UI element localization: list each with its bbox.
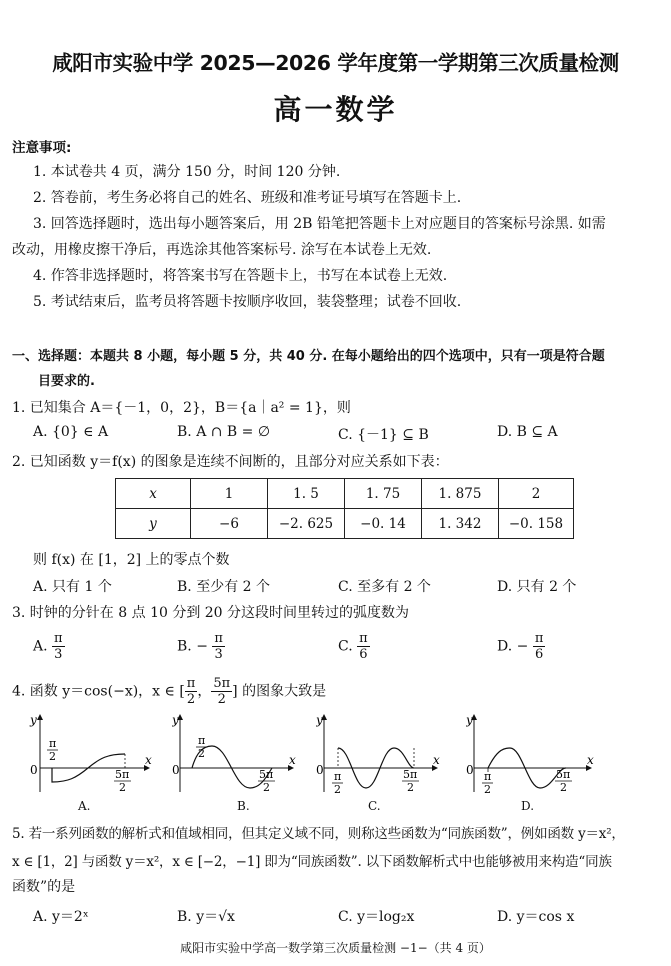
tick-den: 2 [407, 781, 414, 794]
q5-option-a: A. y＝2ˣ [33, 909, 89, 925]
q5-option-b: B. y＝√x [177, 909, 235, 925]
graph-c-label: C. [368, 799, 381, 813]
note-item: 3. 回答选择题时，选出每小题答案后，用 2B 铅笔把答题卡上对应题目的答案标号涂黑. 如需 [33, 216, 606, 232]
note-item: 4. 作答非选择题时，将答案书写在答题卡上，书写在本试卷上无效. [33, 268, 448, 284]
axis-x-label: x [289, 753, 296, 767]
origin-label: 0 [466, 763, 474, 777]
fraction [211, 677, 232, 706]
tick-num: π [484, 770, 492, 783]
question-4-stem [12, 677, 326, 706]
table-row [116, 479, 574, 509]
fraction [212, 632, 225, 661]
tick-num: π [198, 734, 206, 747]
value-table [115, 478, 574, 539]
question-5-stem-cont: 函数”的是 [12, 879, 76, 895]
fraction-denominator: 3 [54, 647, 63, 662]
fraction-numerator: π [359, 631, 368, 646]
graph-b-label: B. [237, 799, 250, 813]
origin-label: 0 [316, 763, 324, 777]
origin-label: 0 [172, 763, 180, 777]
table-cell: 1. 75 [345, 479, 422, 509]
q4-stem-sep: ， [197, 683, 212, 700]
note-item: 5. 考试结束后，监考员将答题卡按顺序收回，装袋整理；试卷不回收. [33, 294, 462, 310]
fraction-denominator: 2 [217, 692, 226, 707]
table-cell: 1. 342 [422, 509, 499, 539]
graph-a [18, 712, 153, 796]
q2-option-d: D. 只有 2 个 [497, 579, 577, 595]
notes-heading: 注意事项: [12, 140, 72, 156]
question-5-stem: 5. 若一系列函数的解析式和值域相同，但其定义域不同，则称这些函数为“同族函数”，例如函数 y＝x²， [12, 826, 625, 842]
page-footer: 咸阳市实验中学高一数学第三次质量检测 −1−（共 4 页） [180, 941, 491, 955]
fraction [52, 632, 65, 661]
fraction [533, 632, 546, 661]
q3-option-b [177, 632, 225, 661]
q5-option-d: D. y＝cos x [497, 909, 575, 925]
tick-num: 5π [556, 768, 571, 781]
fraction-numerator: π [534, 631, 544, 646]
option-label: B. [177, 638, 192, 655]
table-cell: 1 [191, 479, 268, 509]
question-2-stem: 2. 已知函数 y＝f(x) 的图象是连续不间断的，且部分对应关系如下表： [12, 454, 449, 470]
q4-stem-post: ] 的图象大致是 [232, 683, 327, 700]
q2-option-a: A. 只有 1 个 [33, 579, 112, 595]
exam-title: 咸阳市实验中学 2025—2026 学年度第一学期第三次质量检测 [52, 51, 619, 75]
tick-den: 2 [560, 781, 567, 794]
option-sign: − [516, 638, 529, 655]
q4-stem-pre: 4. 函数 y＝cos(−x)，x ∈ [ [12, 683, 185, 700]
fraction [357, 632, 370, 661]
axis-x-label: x [587, 753, 594, 767]
note-item: 1. 本试卷共 4 页，满分 150 分，时间 120 分钟. [33, 164, 341, 180]
graph-d [466, 712, 596, 796]
fraction-numerator: π [186, 676, 196, 691]
graph-c [316, 712, 441, 796]
q2-option-c: C. 至多有 2 个 [338, 579, 431, 595]
axis-x-label: x [145, 753, 152, 767]
axis-y-label: y [172, 713, 179, 727]
tick-den: 2 [484, 783, 491, 796]
graph-d-label: D. [521, 799, 535, 813]
fraction-numerator: 5π [213, 676, 231, 691]
tick-den: 2 [49, 750, 56, 763]
tick-den: 2 [334, 783, 341, 796]
tick-num: π [334, 770, 342, 783]
fraction-denominator: 6 [359, 647, 368, 662]
question-5-stem-cont: x ∈ [1，2] 与函数 y＝x²，x ∈ [−2，−1] 即为“同族函数”. 以下函数解析式中也能够被用来构造“同族 [12, 854, 612, 870]
q3-option-a [33, 632, 65, 661]
option-label: C. [338, 638, 353, 655]
tick-den: 2 [263, 781, 270, 794]
note-item: 改动，用橡皮擦干净后，再选涂其他答案标号. 涂写在本试卷上无效. [12, 242, 432, 258]
table-cell: −0. 158 [499, 509, 574, 539]
table-header-x: x [116, 479, 191, 509]
fraction-numerator: π [214, 631, 223, 646]
fraction [185, 677, 198, 706]
table-cell: −6 [191, 509, 268, 539]
option-label: A. [33, 638, 48, 655]
q1-option-b: B. A ∩ B = ∅ [177, 424, 271, 440]
tick-num: 5π [259, 768, 274, 781]
tick-den: 2 [198, 747, 205, 760]
table-row [116, 509, 574, 539]
question-1-stem: 1. 已知集合 A＝{－1，0，2}，B＝{a｜a² = 1}，则 [12, 400, 351, 416]
q1-option-a: A. {0} ∈ A [33, 424, 109, 440]
table-cell: −0. 14 [345, 509, 422, 539]
q2-followup: 则 f(x) 在 [1，2] 上的零点个数 [33, 552, 230, 568]
fraction-denominator: 6 [534, 647, 544, 662]
y-axis-arrow [37, 714, 43, 720]
axis-y-label: y [30, 713, 37, 727]
section-heading: 一、选择题：本题共 8 小题，每小题 5 分，共 40 分. 在每小题给出的四个选项中，只有一项是符合题 [12, 349, 605, 364]
q1-option-c: C. {－1} ⊆ B [338, 427, 429, 443]
q5-option-c: C. y＝log₂x [338, 909, 415, 925]
tick-num: π [49, 737, 57, 750]
table-cell: 2 [499, 479, 574, 509]
section-heading-cont: 目要求的. [38, 374, 95, 389]
subject-title: 高一数学 [273, 93, 398, 126]
table-cell: 1. 5 [268, 479, 345, 509]
q3-option-d [497, 632, 545, 661]
option-label: D. [497, 638, 513, 655]
graph-b [172, 712, 297, 796]
table-cell: −2. 625 [268, 509, 345, 539]
table-header-y: y [116, 509, 191, 539]
tick-num: 5π [403, 768, 418, 781]
fraction-denominator: 3 [214, 647, 223, 662]
q1-option-d: D. B ⊆ A [497, 424, 558, 440]
fraction-denominator: 2 [186, 692, 196, 707]
question-3-stem: 3. 时钟的分针在 8 点 10 分到 20 分这段时间里转过的弧度数为 [12, 605, 410, 621]
q2-option-b: B. 至少有 2 个 [177, 579, 270, 595]
tick-num: 5π [115, 768, 130, 781]
fraction-numerator: π [54, 631, 63, 646]
option-sign: − [196, 638, 208, 655]
note-item: 2. 答卷前，考生务必将自己的姓名、班级和准考证号填写在答题卡上. [33, 190, 462, 206]
q3-option-c [338, 632, 370, 661]
tick-den: 2 [119, 781, 126, 794]
origin-label: 0 [30, 763, 38, 777]
axis-x-label: x [433, 753, 440, 767]
axis-y-label: y [466, 713, 473, 727]
axis-y-label: y [316, 713, 323, 727]
graph-a-label: A. [78, 799, 91, 813]
table-cell: 1. 875 [422, 479, 499, 509]
